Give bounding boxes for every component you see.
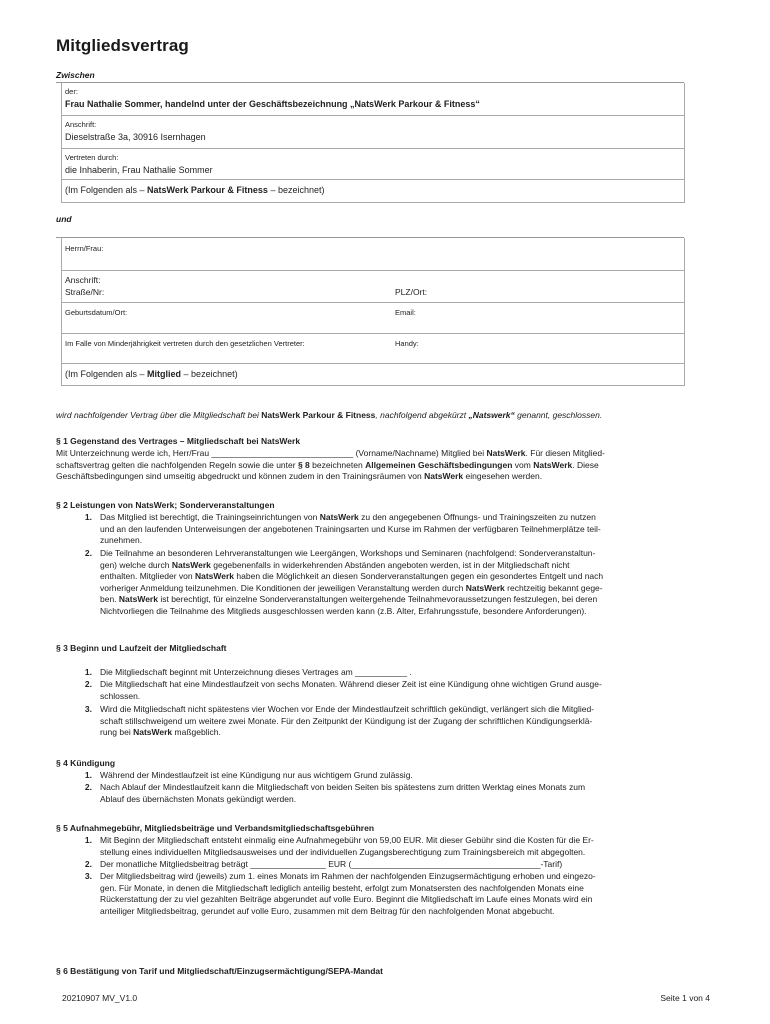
- section-3-heading: § 3 Beginn und Laufzeit der Mitgliedschaft: [56, 643, 227, 653]
- email-label: Email:: [395, 308, 416, 317]
- party1-address-field[interactable]: [61, 116, 685, 149]
- zwischen-label: Zwischen: [56, 70, 95, 80]
- section-5-heading: § 5 Aufnahmegebühr, Mitgliedsbeiträge und Verbandsmitgliedschaftsgebühren: [56, 823, 375, 833]
- section-1-text: Mit Unterzeichnung werde ich, Herr/Frau ______________________________ (Vorname/Nachname) Mitglied bei NatsWerk. Für diesen Mitglied- schaftsvertrag gelten die nachfolgenden Regeln sowie die unter § 8 bezeichneten Allgemeinen Geschäftsbedingungen vom NatsWerk. Diese Geschäftsbedingungen sind umseitig abgedruckt und können zudem in den Trainingsräumen von NatsWerk eingesehen werden.: [56, 448, 605, 482]
- member-designation-field: [61, 364, 685, 386]
- der-label: der:: [65, 87, 78, 96]
- member-birth-email-field[interactable]: [61, 303, 685, 334]
- mobile-label: Handy:: [395, 339, 419, 348]
- section-4-heading: § 4 Kündigung: [56, 758, 116, 768]
- herr-frau-label: Herrn/Frau:: [65, 244, 104, 253]
- party1-name: Frau Nathalie Sommer, handelnd unter der Geschäftsbezeichnung „NatsWerk Parkour & Fitness“: [65, 99, 480, 109]
- member-designation: (Im Folgenden als – Mitglied – bezeichnet): [65, 369, 238, 379]
- vertreten-label: Vertreten durch:: [65, 153, 119, 162]
- zip-city-label: PLZ/Ort:: [395, 287, 428, 297]
- footer-version: 20210907 MV_V1.0: [62, 993, 138, 1003]
- section-2-heading: § 2 Leistungen von NatsWerk; Sonderveranstaltungen: [56, 500, 275, 510]
- section-1-heading: § 1 Gegenstand des Vertrages – Mitgliedschaft bei NatsWerk: [56, 436, 301, 446]
- und-label: und: [56, 214, 72, 224]
- party1-represented-field[interactable]: [61, 149, 685, 180]
- footer-page-number: Seite 1 von 4: [660, 993, 710, 1003]
- member-name-field[interactable]: [61, 238, 685, 271]
- anschrift-label: Anschrift:: [65, 120, 97, 129]
- street-label: Straße/Nr:: [65, 287, 105, 297]
- party1-designation-field: [61, 180, 685, 203]
- member-guardian-field[interactable]: [61, 334, 685, 364]
- party1-represented: die Inhaberin, Frau Nathalie Sommer: [65, 165, 213, 175]
- birth-label: Geburtsdatum/Ort:: [65, 308, 128, 317]
- guardian-label: Im Falle von Minderjährigkeit vertreten durch den gesetzlichen Vertreter:: [65, 339, 305, 348]
- section-6-heading: § 6 Bestätigung von Tarif und Mitgliedschaft/Einzugsermächtigung/SEPA-Mandat: [56, 966, 383, 976]
- member-address-field[interactable]: [61, 271, 685, 303]
- party1-address: Dieselstraße 3a, 30916 Isernhagen: [65, 132, 206, 142]
- party1-name-field[interactable]: [61, 83, 685, 116]
- anschrift-label-2: Anschrift:: [65, 275, 101, 285]
- intro-sentence: wird nachfolgender Vertrag über die Mitgliedschaft bei NatsWerk Parkour & Fitness, nachfolgend abgekürzt „Natswerk“ genannt, geschlossen.: [56, 410, 603, 420]
- party1-designation: (Im Folgenden als – NatsWerk Parkour & Fitness – bezeichnet): [65, 185, 325, 195]
- document-title: Mitgliedsvertrag: [56, 36, 189, 55]
